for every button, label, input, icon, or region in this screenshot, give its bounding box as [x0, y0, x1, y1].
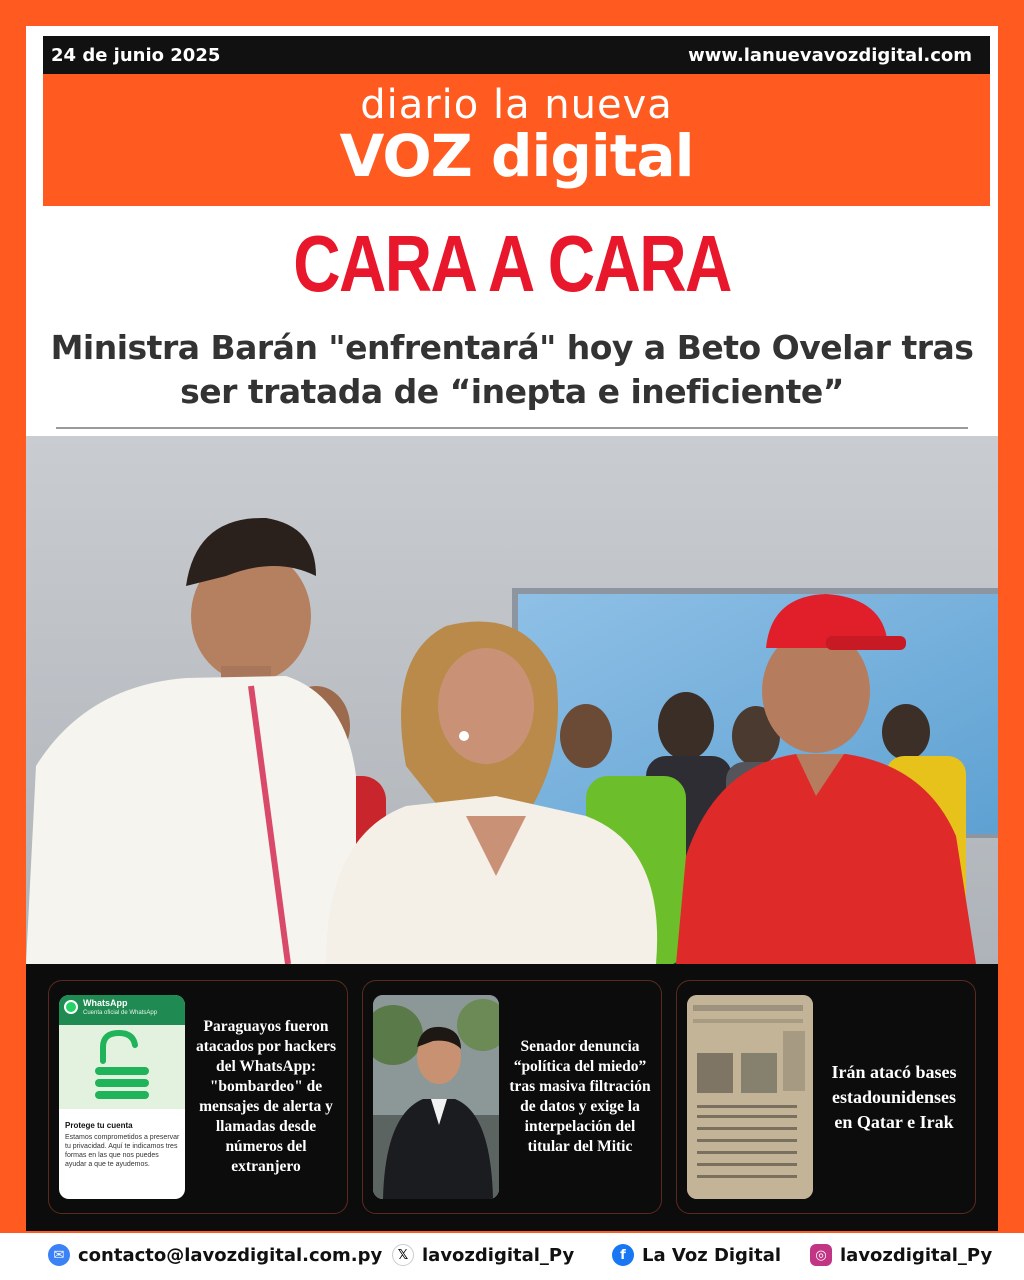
whatsapp-notice-body: Estamos comprometidos a preservar tu privacidad. Aquí te indicamos tres formas en las que nos puedes ayudar a que te ayudemos.	[65, 1134, 180, 1168]
footer-x[interactable]	[392, 1244, 574, 1266]
whatsapp-notice-title: Protege tu cuenta	[65, 1121, 133, 1130]
airbase-thumbnail	[687, 995, 813, 1199]
newspaper-cover	[26, 26, 998, 1231]
issue-date: 24 de junio 2025	[51, 45, 221, 66]
whatsapp-app-sub: Cuenta oficial de WhatsApp	[83, 1010, 158, 1016]
site-url[interactable]: www.lanuevavozdigital.com	[688, 45, 972, 66]
main-headline: Ministra Barán "enfrentará" hoy a Beto Ovelar tras ser tratada de “inepta e ineficiente”	[50, 328, 974, 411]
x-icon: 𝕏	[392, 1244, 414, 1266]
contact-footer	[0, 1233, 1024, 1280]
news-card-senador[interactable]	[362, 980, 662, 1214]
main-kicker: CARA A CARA	[293, 219, 731, 308]
news-text-senador: Senador denuncia “política del miedo” tras masiva filtración de datos y exige la interpelación del titular del Mitic	[509, 1038, 651, 1155]
divider	[56, 427, 968, 429]
main-photo	[26, 436, 998, 964]
news-card-whatsapp[interactable]	[48, 980, 348, 1214]
whatsapp-header	[59, 995, 185, 1025]
instagram-text: lavozdigital_Py	[840, 1244, 993, 1266]
airbase-satellite-image	[687, 995, 813, 1199]
main-photo-illustration	[26, 436, 998, 964]
senator-portrait	[373, 995, 499, 1199]
footer-facebook[interactable]	[612, 1244, 781, 1266]
top-bar	[43, 36, 990, 74]
news-card-iran[interactable]	[676, 980, 976, 1214]
email-icon: ✉	[48, 1244, 70, 1266]
lock-icon	[59, 1025, 185, 1109]
whatsapp-icon	[64, 1000, 78, 1014]
brand-line-2: VOZ digital	[339, 122, 694, 190]
lock-illustration	[59, 1025, 185, 1109]
x-handle-text: lavozdigital_Py	[422, 1244, 575, 1266]
whatsapp-thumbnail	[59, 995, 185, 1199]
news-text-whatsapp: Paraguayos fueron atacados por hackers del WhatsApp: "bombardeo" de mensajes de alerta y llamadas desde números del extranjero	[195, 1018, 337, 1175]
news-text-iran: Irán atacó bases estadounidenses en Qatar e Irak	[831, 1061, 957, 1132]
instagram-icon: ◎	[810, 1244, 832, 1266]
senator-thumbnail	[373, 995, 499, 1199]
whatsapp-app-name: WhatsApp	[83, 998, 128, 1008]
more-news-panel	[26, 964, 998, 1231]
facebook-text: La Voz Digital	[642, 1244, 782, 1266]
masthead-logo	[43, 74, 990, 206]
brand-line-1: diario la nueva	[360, 82, 673, 128]
footer-email[interactable]	[48, 1244, 382, 1266]
facebook-icon: f	[612, 1244, 634, 1266]
email-text: contacto@lavozdigital.com.py	[78, 1244, 383, 1266]
footer-instagram[interactable]	[810, 1244, 992, 1266]
